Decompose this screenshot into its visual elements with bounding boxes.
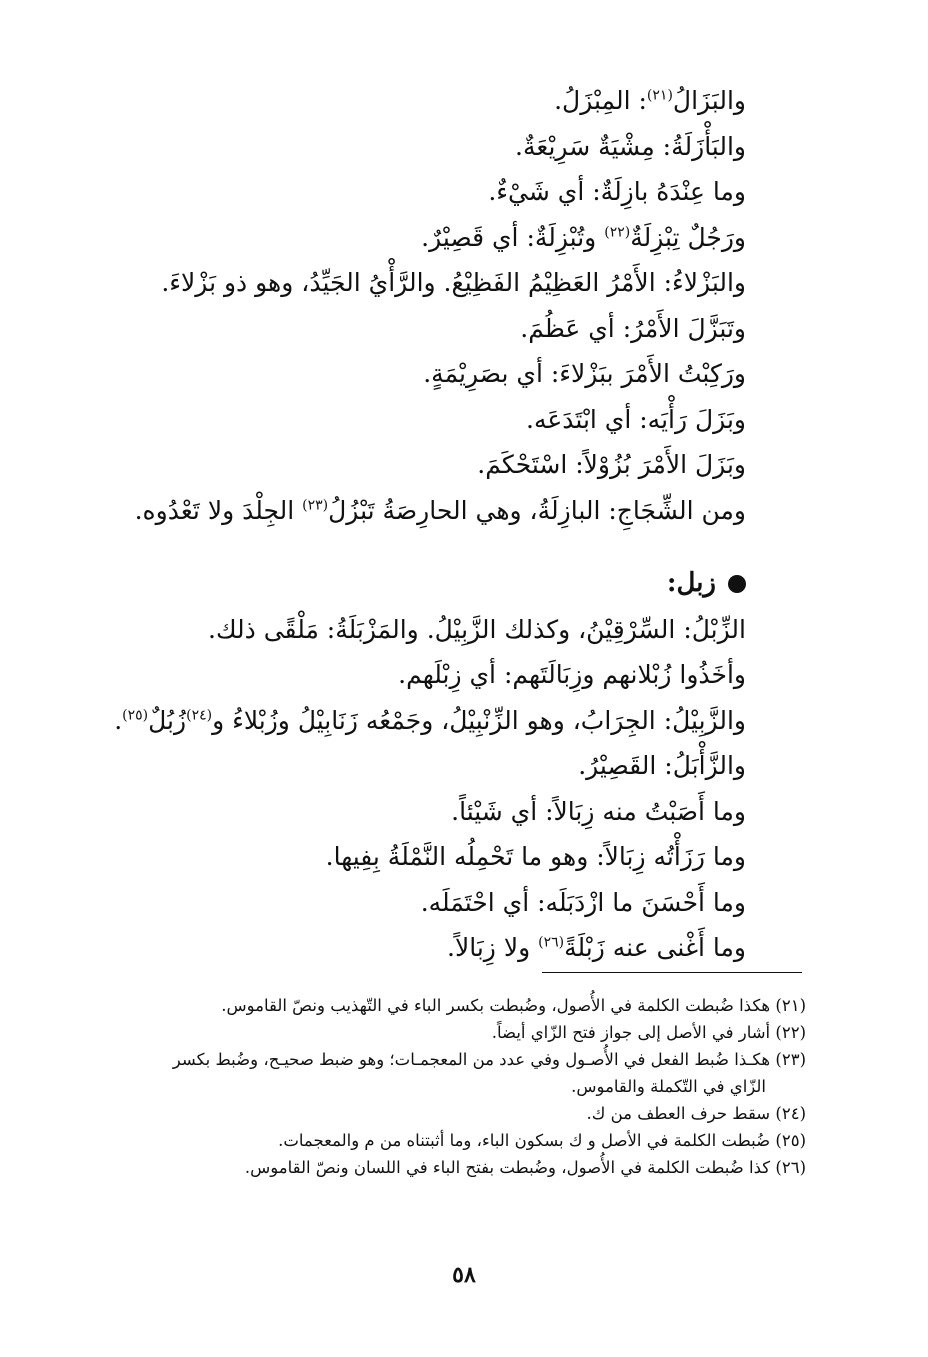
footnote-ref[interactable]: (٢٦) — [538, 934, 565, 951]
entry-line: والزَّأْبَلُ: القَصِيْرُ. — [578, 751, 746, 780]
entry-line: وما أَصَبْتُ منه زِبَالاً: أي شَيْئاً. — [451, 796, 746, 826]
entry-line: وأخَذُوا زُبْلانهم وزِبَالَتَهم: أي زِبْلَهم. — [398, 660, 746, 689]
entry-line: والبَأْزَلَةُ: مِشْيَةٌ سَرِيْعَةٌ. — [515, 131, 746, 161]
footnote — [26, 1100, 806, 1127]
footnote-number: (٢٤) — [775, 1104, 806, 1123]
footnote-text: أشار في الأصل إلى جواز فتح الزّاي أيضاً. — [491, 1023, 771, 1042]
footnote-ref[interactable]: (٢٣) — [302, 497, 329, 514]
entry-line: وما رَزَأْتُه زِبَالاً: وهو ما تَحْمِلُه النَّمْلَةُ بِفِيها. — [325, 842, 746, 871]
footnote-number: (٢٦) — [775, 1158, 806, 1177]
entry-line: الزِّبْلُ: السِّرْقِيْنُ، وكذلك الزَّبِيْلُ. والمَزْبَلَةُ: مَلْقًى ذلك. — [208, 614, 746, 644]
entry-line: ومن الشِّجَاجِ: البازِلَةُ، وهي الحارِصَةُ تَبْزُلُ$^{(٢٣)}$ الجِلْدَ ولا تَعْدُوه. — [134, 495, 746, 525]
footnote-text: سقط حرف العطف من ك. — [586, 1104, 771, 1123]
entry-line: والبَزَالُ$^{(٢١)}$: المِبْزَلُ. — [554, 86, 746, 115]
footnote — [26, 1127, 806, 1154]
entry-line: والبَزْلاءُ: الأَمْرُ العَظِيْمُ الفَظِيْعُ. والرَّأْيُ الجَيِّدُ، وهو ذو بَزْلاءَ. — [161, 268, 746, 297]
footnote-text: ضُبطت الكلمة في الأصل و ك بسكون الباء، وما أثبتناه من م والمعجمات. — [278, 1131, 771, 1150]
section-gap — [66, 533, 746, 561]
entry-line: ورَجُلٌ تِبْزِلَةٌ$^{(٢٢)}$ وتُبْزِلَةٌ: أي قَصِيْرٌ. — [421, 222, 746, 252]
footnote-ref[interactable]: (٢٥) — [122, 707, 149, 724]
entry-line: وتَبَزَّلَ الأَمْرُ: أي عَظُمَ. — [520, 313, 746, 343]
bullet-icon — [728, 575, 746, 593]
entry-line: ورَكِبْتُ الأَمْرَ ببَزْلاءَ: أي بصَرِيْمَةٍ. — [423, 359, 746, 388]
entry-line: وبَزَلَ رَأْيَه: أي ابْتَدَعَه. — [526, 404, 746, 434]
footnote — [26, 1046, 806, 1073]
page-number: ٥٨ — [452, 1262, 476, 1288]
footnote — [26, 992, 806, 1019]
footnote — [26, 1019, 806, 1046]
footnote-ref[interactable]: (٢٤) — [186, 707, 213, 724]
entry-line: وما أَحْسَنَ ما ازْدَبَلَه: أي احْتَمَلَه. — [420, 887, 746, 917]
main-text — [66, 78, 746, 971]
entry-line: وبَزَلَ الأَمْرَ بُزُوْلاً: اسْتَحْكَمَ. — [477, 450, 746, 479]
entry-line: وما أَغْنى عنه زَبْلَةً$^{(٢٦)}$ ولا زِبَالاً. — [447, 933, 746, 962]
footnote-ref[interactable]: (٢١) — [646, 87, 673, 104]
entry-line: وما عِنْدَهُ بازِلَةٌ: أي شَيْءٌ. — [488, 177, 746, 206]
footnote-text: هكـذا ضُبط الفعل في الأُصـول وفي عدد من المعجمـات؛ وهو ضبط صحيـح، وضُبط بكسر — [172, 1050, 771, 1069]
footnote-ref[interactable]: (٢٢) — [604, 224, 631, 241]
footnotes — [26, 992, 806, 1181]
footnote-continuation: الزّاي في التّكملة والقاموس. — [571, 1077, 766, 1096]
footnote-number: (٢١) — [775, 996, 806, 1015]
footnote-number: (٢٣) — [775, 1050, 806, 1069]
section-heading — [66, 561, 746, 607]
footnote — [26, 1154, 806, 1181]
footnote-text: هكذا ضُبطت الكلمة في الأُصول، وضُبطت بكسر الباء في التّهذيب ونصّ القاموس. — [221, 996, 771, 1015]
entry-line: والزَّبِيْلُ: الجِرَابُ، وهو الزِّنْبِيْلُ، وجَمْعُه زَنَابِيْلُ وزُبْلاءُ و$^{(٢٤)}$زُبُلٌ$^{(٢٥)}$. — [114, 705, 746, 735]
section-heading-label: زبل: — [666, 568, 716, 598]
footnote-number: (٢٢) — [775, 1023, 806, 1042]
footnote-divider — [542, 972, 802, 973]
footnote-text: كذا ضُبطت الكلمة في الأُصول، وضُبطت بفتح الباء في اللسان ونصّ القاموس. — [244, 1158, 771, 1177]
footnote-number: (٢٥) — [775, 1131, 806, 1150]
